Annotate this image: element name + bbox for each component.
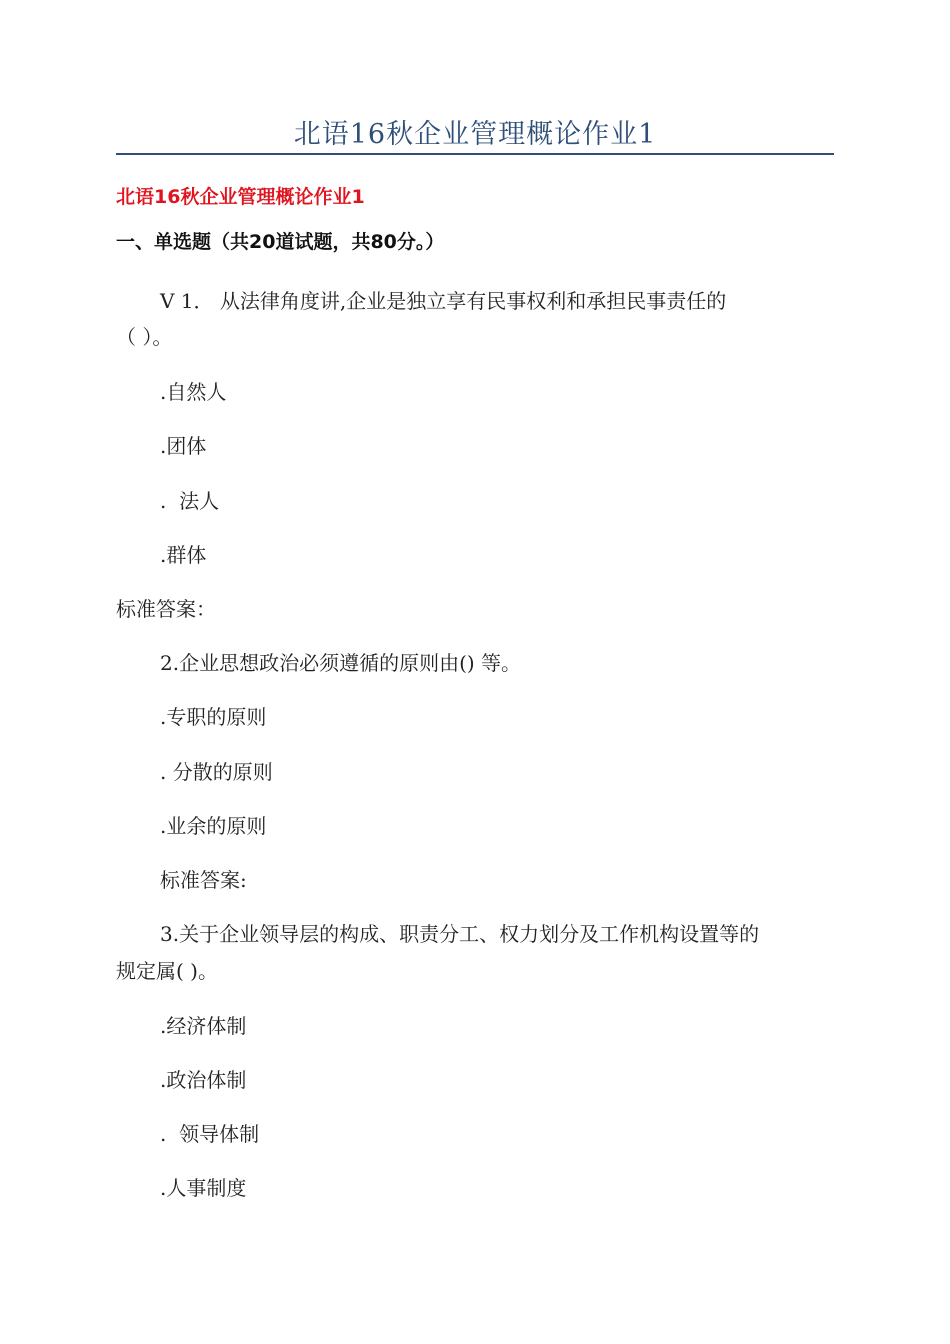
question-2-option: .专职的原则	[160, 705, 267, 729]
title-divider	[116, 153, 834, 155]
document-heading: 北语16秋企业管理概论作业1	[116, 186, 365, 208]
section-heading: 一、单选题（共20道试题，共80分。）	[116, 231, 445, 253]
question-1-option: .群体	[160, 543, 207, 567]
question-1-option: .团体	[160, 434, 207, 458]
page-title: 北语16秋企业管理概论作业1	[293, 119, 657, 150]
question-3-text: 3.关于企业领导层的构成、职责分工、权力划分及工作机构设置等的	[160, 922, 760, 946]
question-3-option: . 领导体制	[160, 1122, 260, 1146]
question-2-option: .业余的原则	[160, 814, 267, 838]
question-2-option: . 分散的原则	[160, 760, 273, 784]
question-2-text: 2.企业思想政治必须遵循的原则由() 等。	[160, 651, 522, 675]
question-3-text-continued: 规定属( )。	[116, 959, 218, 983]
question-1-text-continued: （ ）。	[116, 325, 173, 349]
question-1-text: V 1． 从法律角度讲,企业是独立享有民事权利和承担民事责任的	[160, 289, 727, 313]
question-3-option: .政治体制	[160, 1068, 247, 1092]
question-1-option: .自然人	[160, 380, 227, 404]
question-2-answer-label: 标准答案:	[160, 868, 247, 892]
question-3-option: .经济体制	[160, 1014, 247, 1038]
question-1-option: . 法人	[160, 489, 220, 513]
question-1-answer-label: 标准答案：	[116, 597, 216, 621]
question-3-option: .人事制度	[160, 1176, 247, 1200]
